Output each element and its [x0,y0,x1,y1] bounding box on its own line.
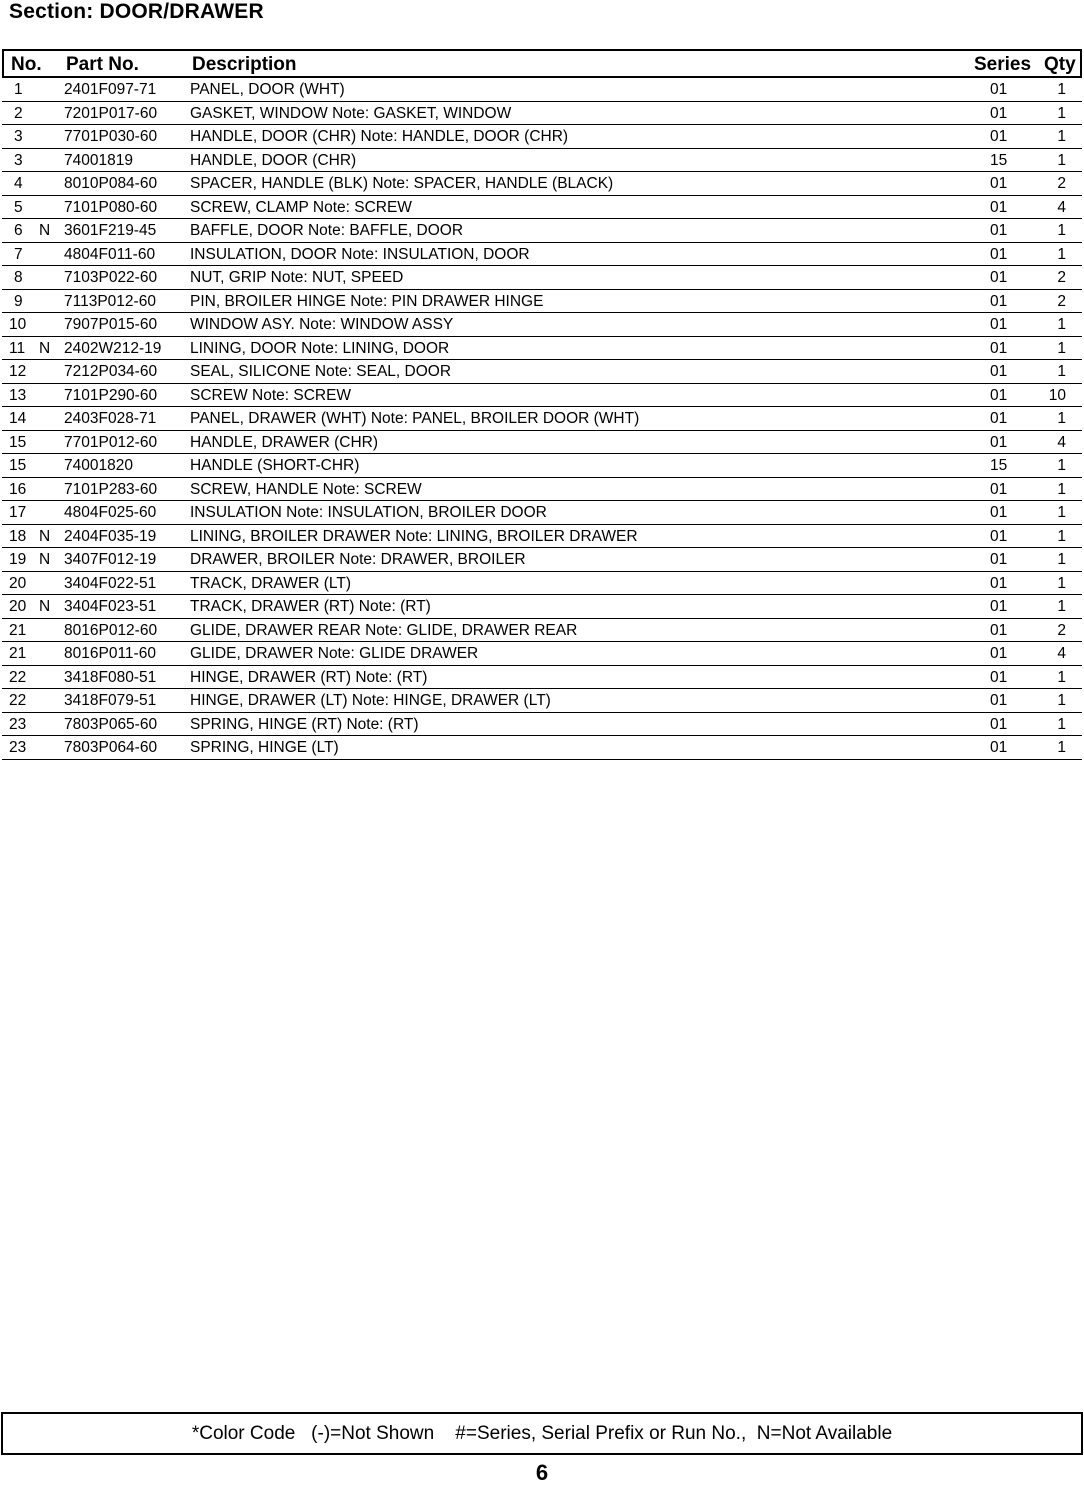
part-description: SCREW, CLAMP Note: SCREW [190,198,412,216]
legend-text: *Color Code (-)=Not Shown #=Series, Serial Prefix or Run No., N=Not Available [191,1423,893,1444]
column-header-no: No. [11,54,42,75]
item-number: 19 [9,551,27,568]
part-description: GLIDE, DRAWER Note: GLIDE DRAWER [190,645,479,662]
quantity: 1 [1057,81,1066,98]
series-code: 01 [990,692,1008,709]
column-header-qty: Qty [1044,54,1076,75]
part-description: SCREW, HANDLE Note: SCREW [190,480,422,498]
part-description: TRACK, DRAWER (RT) Note: (RT) [190,598,431,615]
not-available-flag: N [39,598,51,615]
part-description: SPRING, HINGE (LT) [190,739,339,756]
quantity: 1 [1057,715,1066,733]
part-description: SEAL, SILICONE Note: SEAL, DOOR [190,363,452,380]
quantity: 1 [1057,128,1066,145]
quantity: 1 [1057,457,1066,474]
series-code: 01 [990,386,1008,404]
part-description: INSULATION Note: INSULATION, BROILER DOOR [190,504,547,521]
series-code: 01 [990,739,1008,756]
item-number: 16 [9,480,27,498]
part-number: 8010P084-60 [64,175,158,192]
column-header-series: Series [974,54,1032,75]
item-number: 17 [9,504,27,521]
part-number: 7907P015-60 [64,316,158,333]
item-number: 11 [9,339,26,357]
part-description: TRACK, DRAWER (LT) [190,574,352,592]
not-available-flag: N [39,527,51,545]
quantity: 4 [1057,433,1066,451]
part-number: 3404F022-51 [64,574,157,592]
quantity: 1 [1057,527,1066,545]
quantity: 1 [1057,222,1066,239]
quantity: 1 [1057,316,1066,333]
series-code: 15 [990,457,1008,474]
part-number: 74001819 [64,151,133,169]
column-header-part-no: Part No. [66,54,139,75]
part-description: HANDLE, DOOR (CHR) Note: HANDLE, DOOR (CHR) [190,128,569,145]
part-number: 7212P034-60 [64,363,158,380]
series-code: 01 [990,410,1008,427]
series-code: 01 [990,504,1008,521]
table-body [2,78,1082,760]
quantity: 1 [1057,692,1066,709]
series-code: 01 [990,598,1008,615]
table-row [2,572,1082,596]
series-code: 01 [990,480,1008,498]
table-row [2,219,1082,243]
part-description: LINING, DOOR Note: LINING, DOOR [190,339,450,357]
item-number: 12 [9,363,27,380]
quantity: 1 [1057,245,1066,263]
table-header [2,49,1082,78]
part-description: HINGE, DRAWER (RT) Note: (RT) [190,668,428,686]
table-row [2,243,1082,267]
part-number: 7803P065-60 [64,715,158,733]
part-number: 3601F219-45 [64,222,157,239]
quantity: 2 [1057,621,1066,639]
part-description: WINDOW ASY. Note: WINDOW ASSY [190,316,454,333]
item-number: 22 [9,692,27,709]
item-number: 20 [9,598,27,615]
item-number: 21 [9,621,27,639]
item-number: 1 [14,81,23,98]
series-code: 01 [990,527,1008,545]
item-number: 22 [9,668,27,686]
part-description: HANDLE, DRAWER (CHR) [190,433,379,451]
series-code: 01 [990,551,1008,568]
series-code: 01 [990,363,1008,380]
series-code: 01 [990,574,1008,592]
page-number: 6 [535,1460,549,1485]
column-header-description: Description [192,54,297,75]
part-number: 3407F012-19 [64,551,157,568]
quantity: 2 [1057,175,1066,192]
part-number: 7803P064-60 [64,739,158,756]
part-description: HANDLE, DOOR (CHR) [190,151,357,169]
table-row [2,172,1082,196]
parts-table [2,49,1082,760]
part-number: 7701P012-60 [64,433,158,451]
section-title: Section: DOOR/DRAWER [9,0,264,23]
series-code: 01 [990,81,1008,98]
part-description: BAFFLE, DOOR Note: BAFFLE, DOOR [190,222,464,239]
quantity: 2 [1057,269,1066,286]
item-number: 6 [14,222,23,239]
item-number: 4 [14,175,23,192]
part-description: DRAWER, BROILER Note: DRAWER, BROILER [190,551,526,568]
part-description: SPRING, HINGE (RT) Note: (RT) [190,715,419,733]
part-number: 7101P080-60 [64,198,158,216]
part-description: GASKET, WINDOW Note: GASKET, WINDOW [190,104,512,122]
table-row [2,149,1082,173]
table-row [2,501,1082,525]
quantity: 1 [1057,151,1066,169]
series-code: 01 [990,104,1008,122]
part-number: 2402W212-19 [64,339,162,357]
series-code: 01 [990,222,1008,239]
part-number: 7201P017-60 [64,104,158,122]
part-description: GLIDE, DRAWER REAR Note: GLIDE, DRAWER REAR [190,621,578,639]
part-number: 7113P012-60 [64,292,156,310]
table-row [2,548,1082,572]
not-available-flag: N [39,551,51,568]
table-row [2,431,1082,455]
quantity: 4 [1057,198,1066,216]
part-number: 7101P283-60 [64,480,158,498]
item-number: 5 [14,198,23,216]
table-row [2,619,1082,643]
item-number: 2 [14,104,23,122]
table-row [2,689,1082,713]
item-number: 9 [14,292,23,310]
item-number: 8 [14,269,23,286]
table-row [2,125,1082,149]
table-row [2,290,1082,314]
part-number: 7103P022-60 [64,269,158,286]
series-code: 01 [990,175,1008,192]
part-number: 3404F023-51 [64,598,157,615]
part-number: 2403F028-71 [64,410,157,427]
series-code: 01 [990,433,1008,451]
item-number: 15 [9,433,27,451]
quantity: 2 [1057,292,1066,310]
quantity: 1 [1057,104,1066,122]
item-number: 14 [9,410,27,427]
part-number: 7701P030-60 [64,128,158,145]
series-code: 01 [990,339,1008,357]
quantity: 1 [1057,339,1066,357]
part-description: LINING, BROILER DRAWER Note: LINING, BROILER DRAWER [190,527,638,545]
item-number: 20 [9,574,27,592]
item-number: 18 [9,527,27,545]
item-number: 10 [9,316,27,333]
table-row [2,642,1082,666]
table-row [2,407,1082,431]
part-description: NUT, GRIP Note: NUT, SPEED [190,269,404,286]
item-number: 21 [9,645,27,662]
part-number: 7101P290-60 [64,386,158,404]
quantity: 1 [1057,551,1066,568]
part-number: 3418F079-51 [64,692,157,709]
item-number: 23 [9,739,27,756]
series-code: 01 [990,269,1008,286]
item-number: 13 [9,386,27,404]
series-code: 01 [990,198,1008,216]
table-row [2,78,1082,102]
table-row [2,102,1082,126]
quantity: 1 [1057,598,1066,615]
series-code: 15 [990,151,1008,169]
series-code: 01 [990,128,1008,145]
part-number: 2404F035-19 [64,527,157,545]
part-description: PANEL, DOOR (WHT) [190,81,345,98]
item-number: 3 [14,151,23,169]
series-code: 01 [990,245,1008,263]
part-number: 74001820 [64,457,133,474]
part-number: 3418F080-51 [64,668,157,686]
series-code: 01 [990,292,1008,310]
table-row [2,713,1082,737]
item-number: 7 [14,245,23,263]
not-available-flag: N [39,339,51,357]
part-description: SPACER, HANDLE (BLK) Note: SPACER, HANDLE (BLACK) [190,175,614,192]
quantity: 1 [1057,410,1066,427]
part-description: PANEL, DRAWER (WHT) Note: PANEL, BROILER DOOR (WHT) [190,410,640,427]
series-code: 01 [990,621,1008,639]
item-number: 3 [14,128,23,145]
item-number: 15 [9,457,27,474]
part-description: PIN, BROILER HINGE Note: PIN DRAWER HINGE [190,292,544,310]
quantity: 1 [1057,668,1066,686]
series-code: 01 [990,316,1008,333]
series-code: 01 [990,715,1008,733]
legend-footer [1,1412,1083,1455]
table-row [2,478,1082,502]
not-available-flag: N [39,222,51,239]
part-description: SCREW Note: SCREW [190,386,352,404]
table-row [2,525,1082,549]
table-row [2,196,1082,220]
series-code: 01 [990,668,1008,686]
table-row [2,454,1082,478]
quantity: 4 [1057,645,1066,662]
part-number: 4804F025-60 [64,504,157,521]
table-row [2,313,1082,337]
item-number: 23 [9,715,27,733]
quantity: 10 [1048,386,1066,404]
series-code: 01 [990,645,1008,662]
quantity: 1 [1057,480,1066,498]
quantity: 1 [1057,574,1066,592]
table-row [2,360,1082,384]
table-row [2,384,1082,408]
part-description: HANDLE (SHORT-CHR) [190,457,360,474]
quantity: 1 [1057,504,1066,521]
table-row [2,666,1082,690]
part-number: 2401F097-71 [64,81,157,98]
part-number: 8016P012-60 [64,621,158,639]
part-number: 8016P011-60 [64,645,156,662]
part-description: INSULATION, DOOR Note: INSULATION, DOOR [190,245,530,263]
table-row [2,736,1082,760]
part-description: HINGE, DRAWER (LT) Note: HINGE, DRAWER (LT) [190,692,551,709]
table-row [2,337,1082,361]
table-row [2,595,1082,619]
table-row [2,266,1082,290]
quantity: 1 [1057,739,1066,756]
quantity: 1 [1057,363,1066,380]
part-number: 4804F011-60 [64,245,156,263]
